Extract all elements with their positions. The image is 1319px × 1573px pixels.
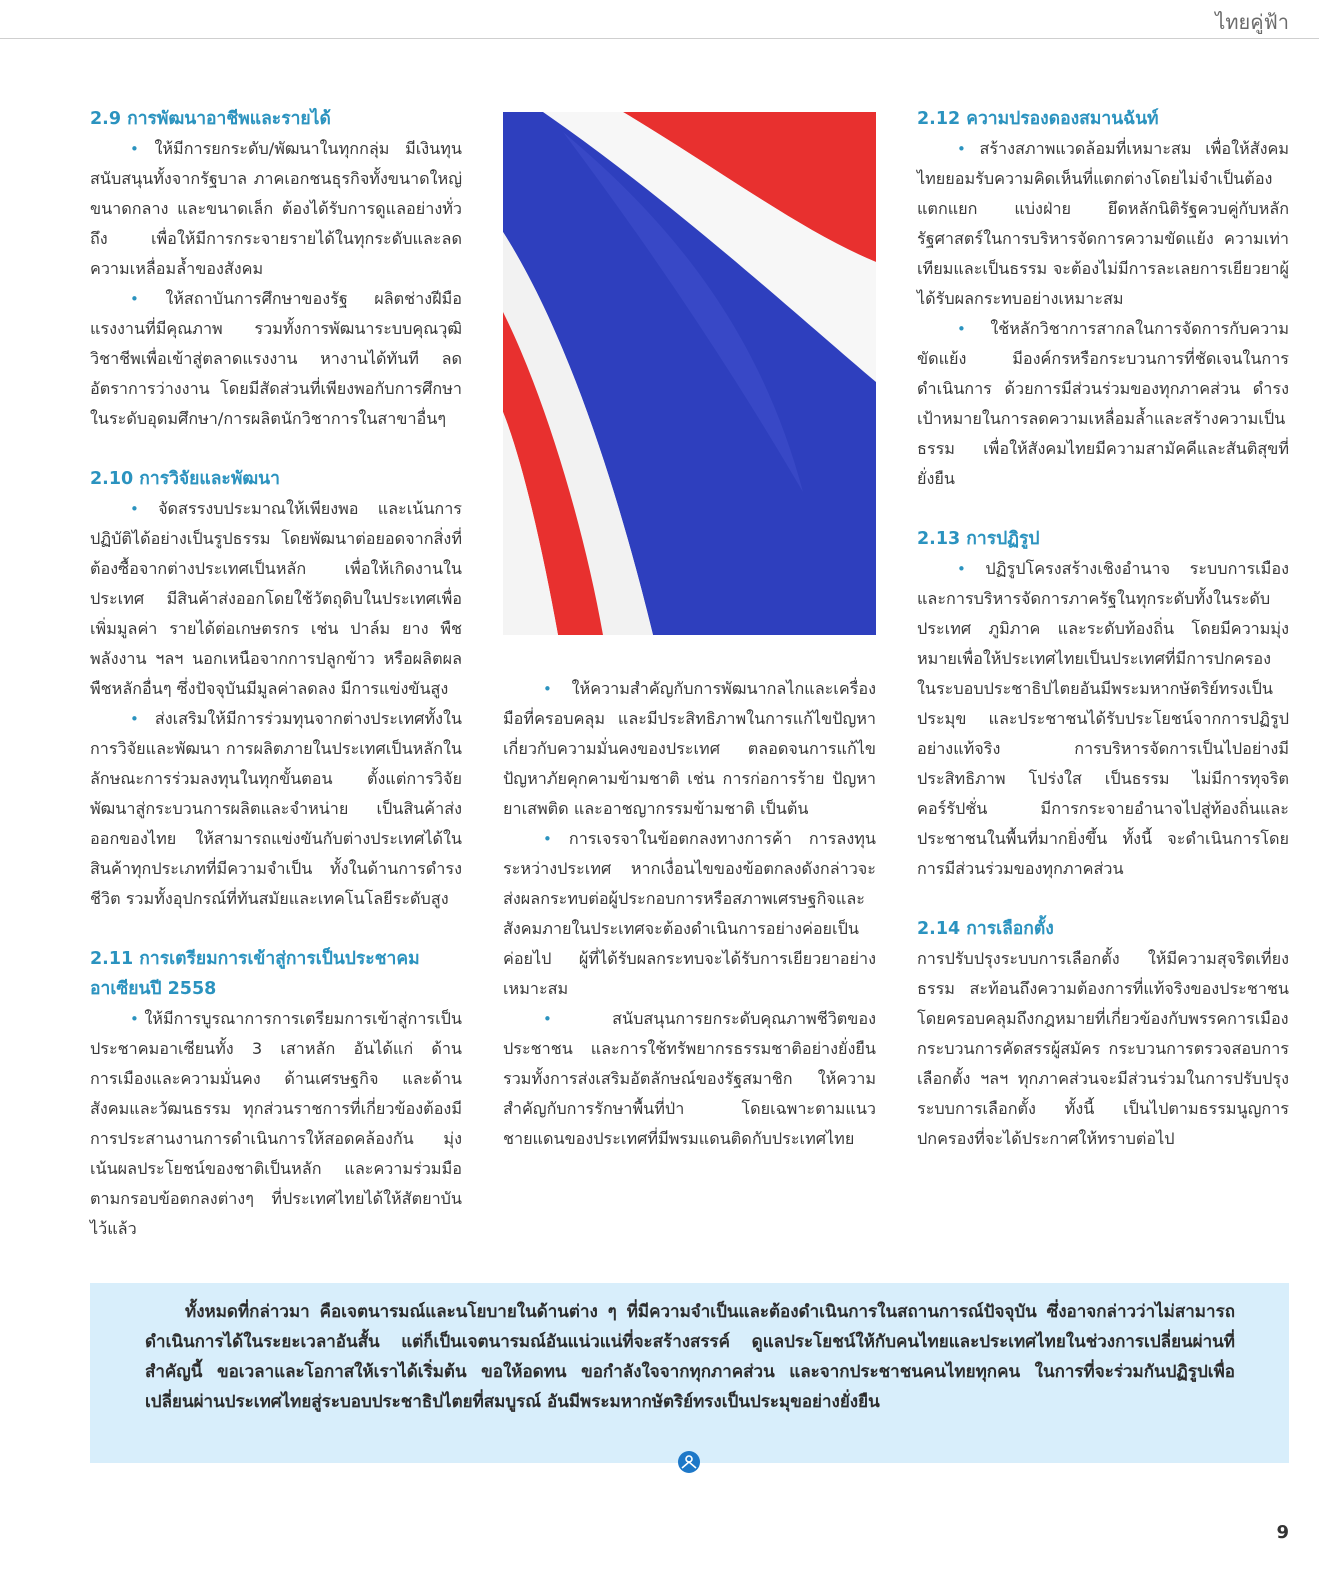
bullet-icon: • [957, 560, 966, 578]
paragraph: • ให้ความสำคัญกับการพัฒนากลไกและเครื่องมือที่ครอบคลุม และมีประสิทธิภาพในการแก้ไขปัญหาเกี่ยวกับความมั่นคงของประเทศ ตลอดจนการแก้ไขปัญหาภัยคุกคามข้ามชาติ เช่น การก่อการร้าย ปัญหายาเสพติด และอาชญากรรมข้ามชาติ เป็นต้น [503, 679, 876, 818]
column-right [917, 104, 1289, 1154]
paragraph: การปรับปรุงระบบการเลือกตั้ง ให้มีความสุจริตเที่ยงธรรม สะท้อนถึงความต้องการที่แท้จริงของประชาชน โดยครอบคลุมถึงกฎหมายที่เกี่ยวข้องกับพรรคการเมือง กระบวนการคัดสรรผู้สมัคร กระบวนการตรวจสอบการเลือกตั้ง ฯลฯ ทุกภาคส่วนจะมีส่วนร่วมในการปรับปรุงระบบการเลือกตั้ง ทั้งนี้ เป็นไปตามธรรมนูญการปกครองที่จะได้ประกาศให้ทราบต่อไป [917, 949, 1289, 1148]
bullet-icon: • [957, 140, 966, 158]
paragraph: • ส่งเสริมให้มีการร่วมทุนจากต่างประเทศทั้งในการวิจัยและพัฒนา การผลิตภายในประเทศเป็นหลักในลักษณะการร่วมลงทุนในทุกขั้นตอน ตั้งแต่การวิจัยพัฒนาสู่กระบวนการผลิตและจำหน่าย เป็นสินค้าส่งออกของไทย ให้สามารถแข่งขันกับต่างประเทศได้ในสินค้าทุกประเภทที่มีความจำเป็น ทั้งในด้านการดำรงชีวิต รวมทั้งอุปกรณ์ที่ทันสมัยและเทคโนโลยีระดับสูง [90, 709, 462, 908]
page-number: 9 [1276, 1522, 1289, 1543]
column-left [90, 104, 462, 1244]
masthead [0, 0, 1319, 39]
flag-illustration [503, 112, 876, 635]
summary-box [90, 1283, 1289, 1463]
emblem-icon [678, 1451, 700, 1473]
summary-text: ทั้งหมดที่กล่าวมา คือเจตนารมณ์และนโยบายในด้านต่าง ๆ ที่มีความจำเป็นและต้องดำเนินการในสถานการณ์ปัจจุบัน ซึ่งอาจกล่าวว่าไม่สามารถดำเนินการได้ในระยะเวลาอันสั้น แต่ก็เป็นเจตนารมณ์อันแน่วแน่ที่จะสร้างสรรค์ ดูแลประโยชน์ให้กับคนไทยและประเทศไทยในช่วงการเปลี่ยนผ่านที่สำคัญนี้ ขอเวลาและโอกาสให้เราได้เริ่มต้น ขอให้อดทน ขอกำลังใจจากทุกภาคส่วน และจากประชาชนคนไทยทุกคน ในการที่จะร่วมกันปฏิรูปเพื่อเปลี่ยนผ่านประเทศไทยสู่ระบอบประชาธิปไตยที่สมบูรณ์ อันมีพระมหากษัตริย์ทรงเป็นประมุขอย่างยั่งยืน [145, 1302, 1235, 1412]
column-middle [503, 674, 876, 1154]
paragraph: • ให้สถาบันการศึกษาของรัฐ ผลิตช่างฝีมือแรงงานที่มีคุณภาพ รวมทั้งการพัฒนาระบบคุณวุฒิวิชาชีพเพื่อเข้าสู่ตลาดแรงงาน หางานได้ทันที ลดอัตราการว่างงาน โดยมีสัดส่วนที่เพียงพอกับการศึกษาในระดับอุดมศึกษา/การผลิตนักวิชาการในสาขาอื่นๆ [90, 289, 462, 428]
bullet-icon: • [957, 320, 966, 338]
bullet-icon: • [543, 680, 552, 698]
paragraph: • สร้างสภาพแวดล้อมที่เหมาะสม เพื่อให้สังคมไทยยอมรับความคิดเห็นที่แตกต่างโดยไม่จำเป็นต้องแตกแยก แบ่งฝ่าย ยึดหลักนิติรัฐควบคู่กับหลักรัฐศาสตร์ในการบริหารจัดการความขัดแย้ง ความเท่าเทียมและเป็นธรรม จะต้องไม่มีการละเลยการเยียวยาผู้ได้รับผลกระทบอย่างเหมาะสม [917, 139, 1289, 308]
thai-flag-photo [503, 112, 876, 635]
paragraph: • การเจรจาในข้อตกลงทางการค้า การลงทุนระหว่างประเทศ หากเงื่อนไขของข้อตกลงดังกล่าวจะส่งผลกระทบต่อผู้ประกอบการหรือสภาพเศรษฐกิจและสังคมภายในประเทศจะต้องดำเนินการอย่างค่อยเป็นค่อยไป ผู้ที่ได้รับผลกระทบจะได้รับการเยียวยาอย่างเหมาะสม [503, 829, 876, 998]
paragraph: • ปฏิรูปโครงสร้างเชิงอำนาจ ระบบการเมืองและการบริหารจัดการภาครัฐในทุกระดับทั้งในระดับประเทศ ภูมิภาค และระดับท้องถิ่น โดยมีความมุ่งหมายเพื่อให้ประเทศไทยเป็นประเทศที่มีการปกครองในระบอบประชาธิปไตยอันมีพระมหากษัตริย์ทรงเป็นประมุข และประชาชนได้รับประโยชน์จากการปฏิรูปอย่างแท้จริง การบริหารจัดการเป็นไปอย่างมีประสิทธิภาพ โปร่งใส เป็นธรรม ไม่มีการทุจริต คอร์รัปชั่น มีการกระจายอำนาจไปสู่ท้องถิ่นและประชาชนในพื้นที่มากยิ่งขึ้น ทั้งนี้ จะดำเนินการโดยการมีส่วนร่วมของทุกภาคส่วน [917, 559, 1289, 878]
section-title-2-12: 2.12 ความปรองดองสมานฉันท์ [917, 109, 1159, 129]
magazine-title: ไทยคู่ฟ้า [1215, 10, 1289, 34]
bullet-icon: • [130, 1010, 139, 1028]
bullet-icon: • [130, 140, 139, 158]
paragraph: • ให้มีการบูรณาการการเตรียมการเข้าสู่การเป็นประชาคมอาเซียนทั้ง 3 เสาหลัก อันได้แก่ ด้านการเมืองและความมั่นคง ด้านเศรษฐกิจ และด้านสังคมและวัฒนธรรม ทุกส่วนราชการที่เกี่ยวข้องต้องมีการประสานงานการดำเนินการให้สอดคล้องกัน มุ่งเน้นผลประโยชน์ของชาติเป็นหลัก และความร่วมมือตามกรอบข้อตกลงต่างๆ ที่ประเทศไทยได้ให้สัตยาบันไว้แล้ว [90, 1009, 462, 1238]
section-title-2-10: 2.10 การวิจัยและพัฒนา [90, 469, 280, 489]
emblem-glyph [678, 1451, 700, 1473]
paragraph: • จัดสรรงบประมาณให้เพียงพอ และเน้นการปฏิบัติได้อย่างเป็นรูปธรรม โดยพัฒนาต่อยอดจากสิ่งที่ต้องซื้อจากต่างประเทศเป็นหลัก เพื่อให้เกิดงานในประเทศ มีสินค้าส่งออกโดยใช้วัตถุดิบในประเทศเพื่อเพิ่มมูลค่า รายได้ต่อเกษตรกร เช่น ปาล์ม ยาง พืชพลังงาน ฯลฯ นอกเหนือจากการปลูกข้าว หรือผลิตผลพืชหลักอื่นๆ ซึ่งปัจจุบันมีมูลค่าลดลง มีการแข่งขันสูง [90, 499, 462, 698]
paragraph: • ใช้หลักวิชาการสากลในการจัดการกับความขัดแย้ง มีองค์กรหรือกระบวนการที่ชัดเจนในการดำเนินการ ด้วยการมีส่วนร่วมของทุกภาคส่วน ดำรงเป้าหมายในการลดความเหลื่อมล้ำและสร้างความเป็นธรรม เพื่อให้สังคมไทยมีความสามัคคีและสันติสุขที่ยั่งยืน [917, 319, 1289, 488]
section-title-2-9: 2.9 การพัฒนาอาชีพและรายได้ [90, 109, 331, 129]
bullet-icon: • [130, 290, 139, 308]
paragraph: • สนับสนุนการยกระดับคุณภาพชีวิตของประชาชน และการใช้ทรัพยากรธรรมชาติอย่างยั่งยืน รวมทั้งการส่งเสริมอัตลักษณ์ของรัฐสมาชิก ให้ความสำคัญกับการรักษาพื้นที่ป่า โดยเฉพาะตามแนวชายแดนของประเทศที่มีพรมแดนติดกับประเทศไทย [503, 1009, 876, 1148]
section-title-2-14: 2.14 การเลือกตั้ง [917, 919, 1054, 939]
paragraph: • ให้มีการยกระดับ/พัฒนาในทุกกลุ่ม มีเงินทุนสนับสนุนทั้งจากรัฐบาล ภาคเอกชนธุรกิจทั้งขนาดใหญ่ ขนาดกลาง และขนาดเล็ก ต้องได้รับการดูแลอย่างทั่วถึง เพื่อให้มีการกระจายรายได้ในทุกระดับและลดความเหลื่อมล้ำของสังคม [90, 139, 462, 278]
bullet-icon: • [543, 1010, 552, 1028]
bullet-icon: • [130, 710, 139, 728]
bullet-icon: • [130, 500, 139, 518]
section-title-2-13: 2.13 การปฏิรูป [917, 529, 1040, 549]
bullet-icon: • [543, 830, 552, 848]
section-title-2-11: 2.11 การเตรียมการเข้าสู่การเป็นประชาคมอาเซียนปี 2558 [90, 949, 420, 999]
